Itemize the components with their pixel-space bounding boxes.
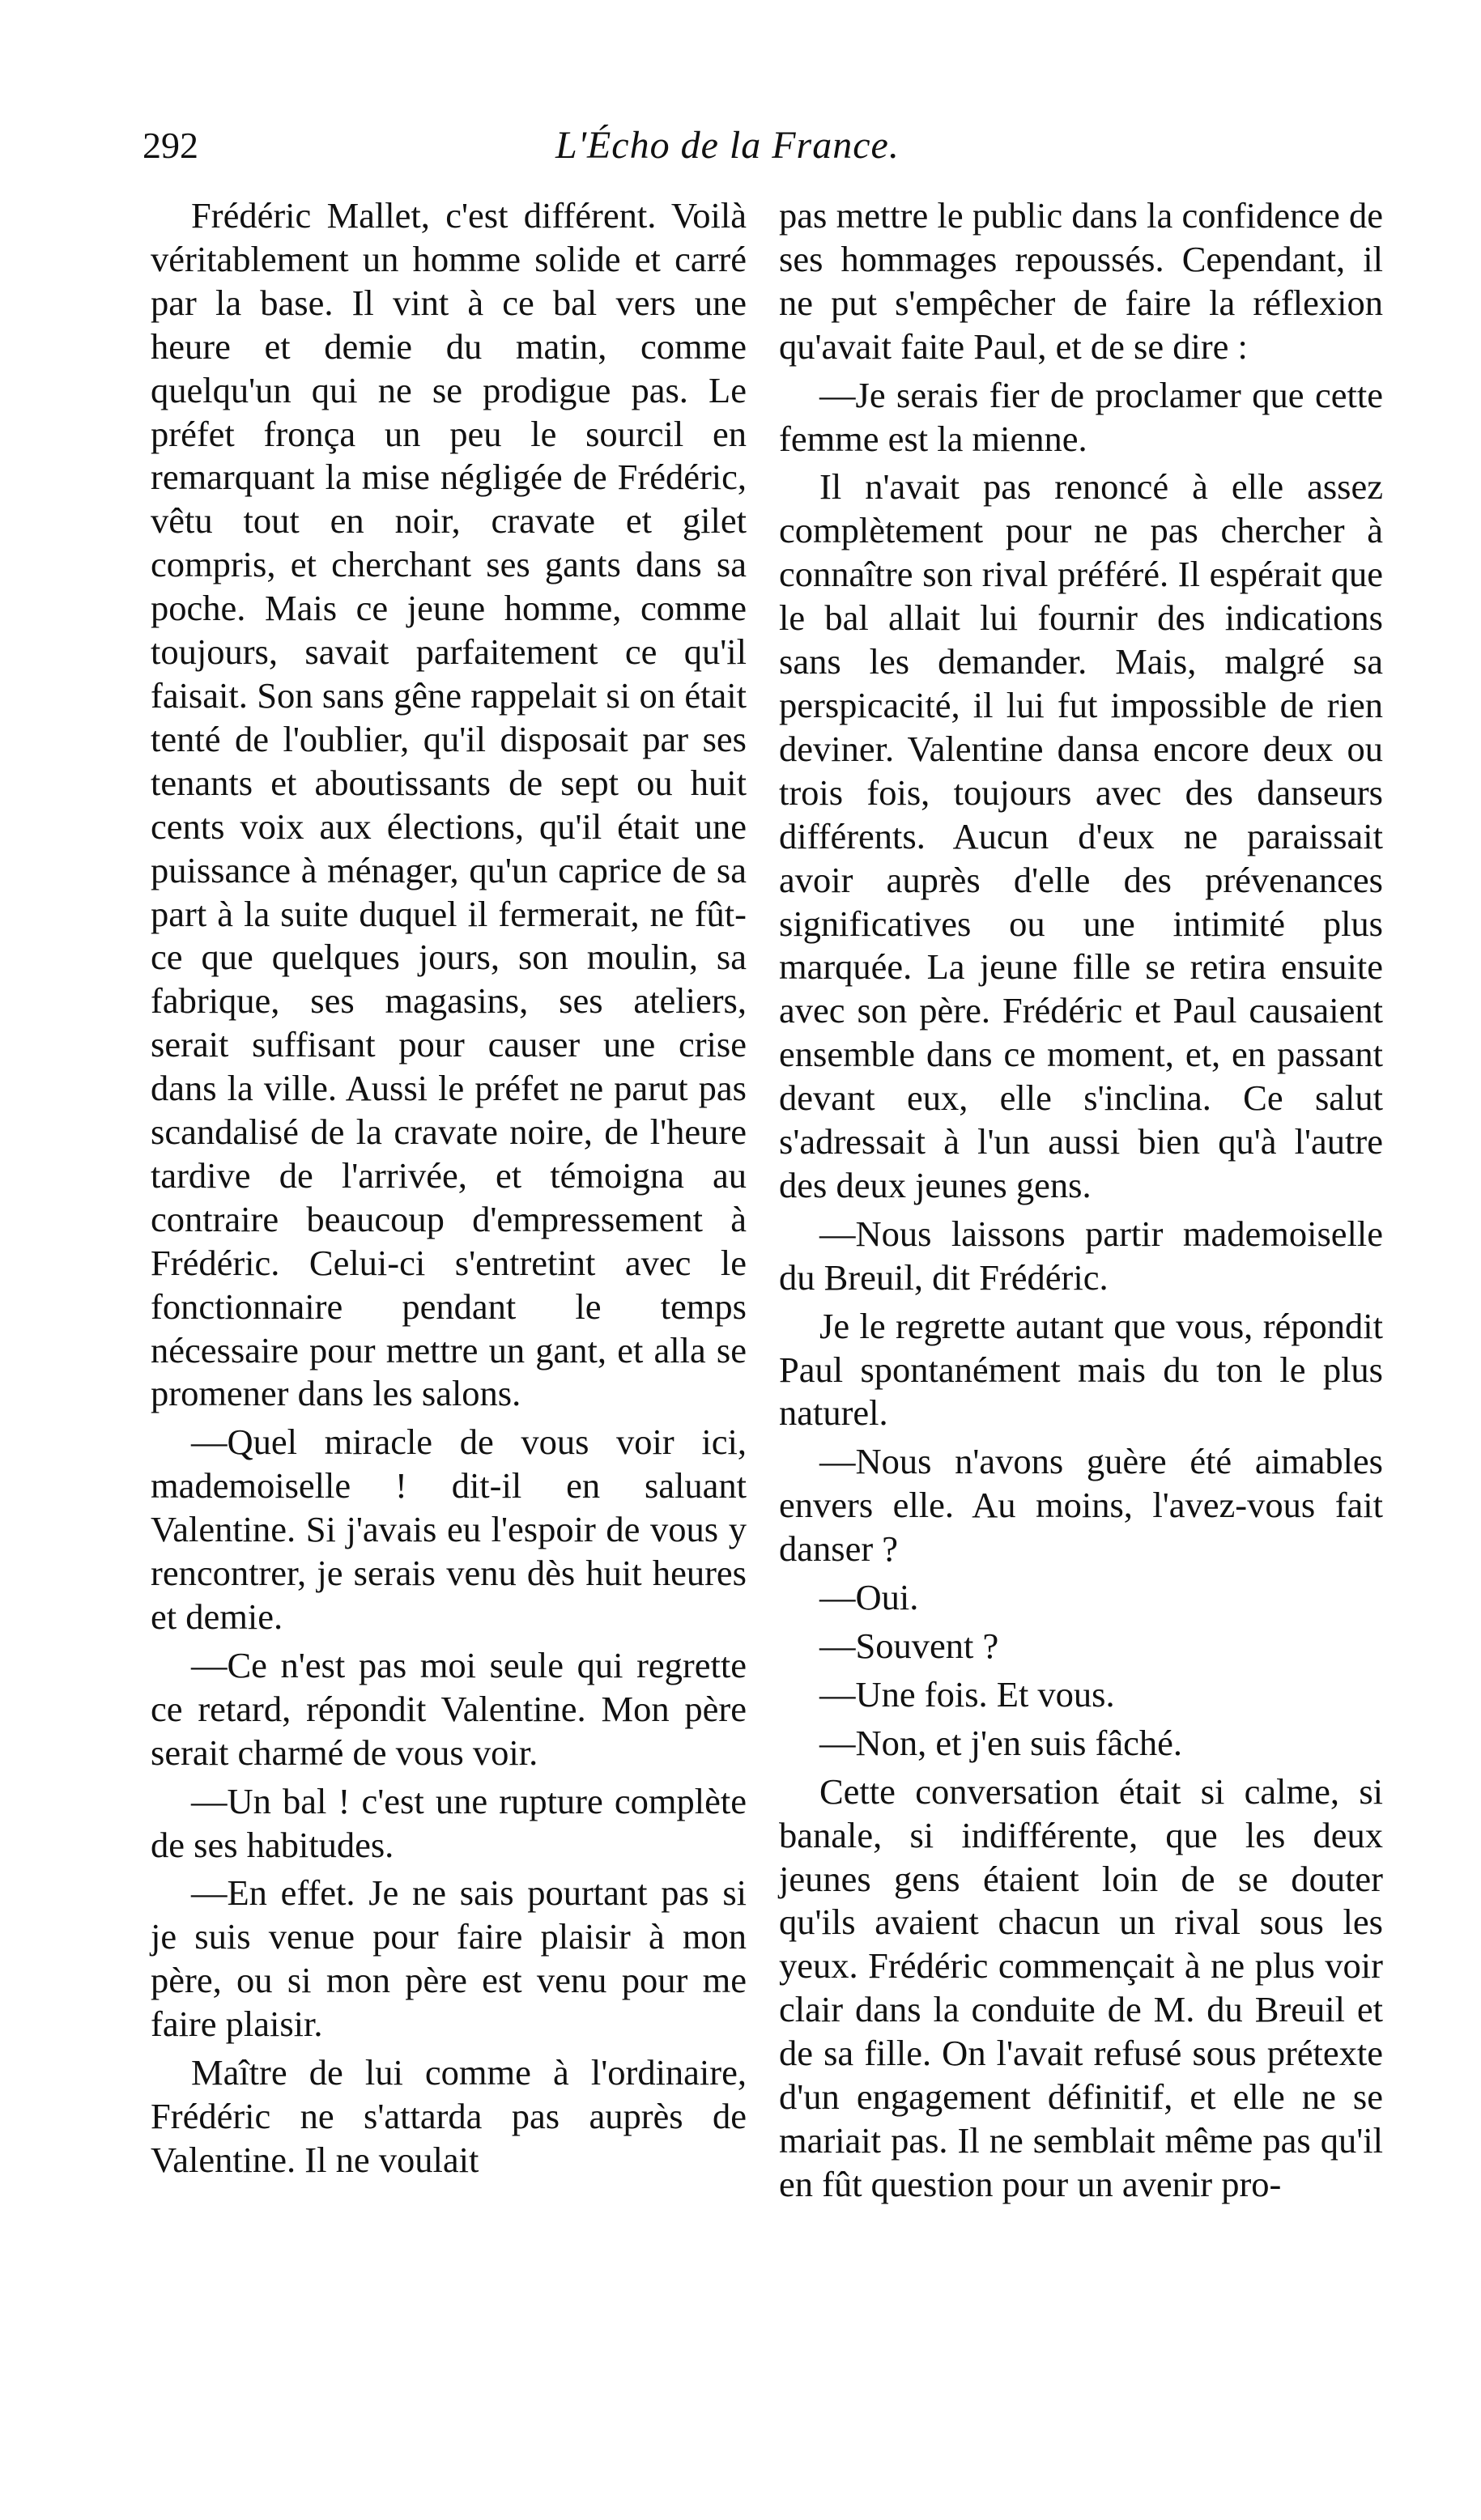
- paragraph: —Nous laissons partir mademoiselle du Breuil, dit Frédéric.: [779, 1213, 1383, 1298]
- page-number: 292: [143, 125, 198, 166]
- paragraph: Je le regrette autant que vous, répondit Paul spontanément mais du ton le plus naturel.: [779, 1305, 1383, 1434]
- paragraph: Il n'avait pas renoncé à elle assez complètement pour ne pas chercher à connaître son rival préféré. Il espérait que le bal allait lui fournir des indications sans les demander. Mais, malgré sa perspicacité, il lui fut impossible de rien deviner. Valentine dansa encore deux ou trois fois, toujours avec des danseurs différents. Aucun d'eux ne paraissait avoir auprès d'elle des prévenances significatives ou une intimité plus marquée. La jeune fille se retira ensuite avec son père. Frédéric et Paul causaient ensemble dans ce moment, et, en passant devant eux, elle s'inclina. Ce salut s'adressait à l'un aussi bien qu'à l'autre des deux jeunes gens.: [779, 466, 1383, 1205]
- left-column: [151, 194, 747, 2182]
- right-column: [779, 194, 1383, 2207]
- paragraph: —Quel miracle de vous voir ici, mademoiselle ! dit-il en saluant Valentine. Si j'avais eu l'espoir de vous y rencontrer, je serais venu dès huit heures et demie.: [151, 1421, 747, 1637]
- paragraph: —Souvent ?: [819, 1625, 999, 1666]
- paragraph: Frédéric Mallet, c'est différent. Voilà véritablement un homme solide et carré par la base. Il vint à ce bal vers une heure et demie du matin, comme quelqu'un qui ne se prodigue pas. Le préfet fronça un peu le sourcil en remarquant la mise négligée de Frédéric, vêtu tout en noir, cravate et gilet compris, et cherchant ses gants dans sa poche. Mais ce jeune homme, comme toujours, savait parfaitement ce qu'il faisait. Son sans gêne rappelait si on était tenté de l'oublier, qu'il disposait par ses tenants et aboutissants de sept ou huit cents voix aux élections, qu'il était une puissance à ménager, qu'un caprice de sa part à la suite duquel il fermerait, ne fût-ce que quelques jours, son moulin, sa fabrique, ses magasins, ses ateliers, serait suffisant pour causer une crise dans la ville. Aussi le préfet ne parut pas scandalisé de la cravate noire, de l'heure tardive de l'arrivée, et témoigna au contraire beaucoup d'empressement à Frédéric. Celui-ci s'entretint avec le fonctionnaire pendant le temps nécessaire pour mettre un gant, et alla se promener dans les salons.: [151, 195, 747, 1414]
- paragraph: —Un bal ! c'est une rupture complète de ses habitudes.: [151, 1780, 747, 1865]
- paragraph: —Je serais fier de proclamer que cette femme est la mienne.: [779, 374, 1383, 459]
- paragraph: —Nous n'avons guère été aimables envers elle. Au moins, l'avez-vous fait danser ?: [779, 1441, 1383, 1570]
- paragraph: pas mettre le public dans la confidence de ses hommages repoussés. Cependant, il ne put s'empêcher de faire la réflexion qu'avait faite Paul, et de se dire :: [779, 195, 1383, 367]
- paragraph: Maître de lui comme à l'ordinaire, Frédéric ne s'attarda pas auprès de Valentine. Il ne voulait: [151, 2052, 747, 2180]
- paragraph: Cette conversation était si calme, si banale, si indifférente, que les deux jeunes gens étaient loin de se douter qu'ils avaient chacun un rival sous les yeux. Frédéric commençait à ne plus voir clair dans la conduite de M. du Breuil et de sa fille. On l'avait refusé sous prétexte d'un engagement définitif, et elle ne se mariait pas. Il ne semblait même pas qu'il en fût question pour un avenir pro-: [779, 1770, 1383, 2204]
- paragraph: —En effet. Je ne sais pourtant pas si je suis venue pour faire plaisir à mon père, ou si mon père est venu pour me faire plaisir.: [151, 1872, 747, 2045]
- page-header: [143, 121, 1373, 178]
- running-title: L'Écho de la France.: [555, 124, 900, 167]
- paragraph: —Ce n'est pas moi seule qui regrette ce retard, répondit Valentine. Mon père serait charmé de vous voir.: [151, 1644, 747, 1773]
- paragraph: —Oui.: [819, 1577, 919, 1618]
- paragraph: —Non, et j'en suis fâché.: [819, 1722, 1182, 1763]
- paragraph: —Une fois. Et vous.: [819, 1673, 1115, 1715]
